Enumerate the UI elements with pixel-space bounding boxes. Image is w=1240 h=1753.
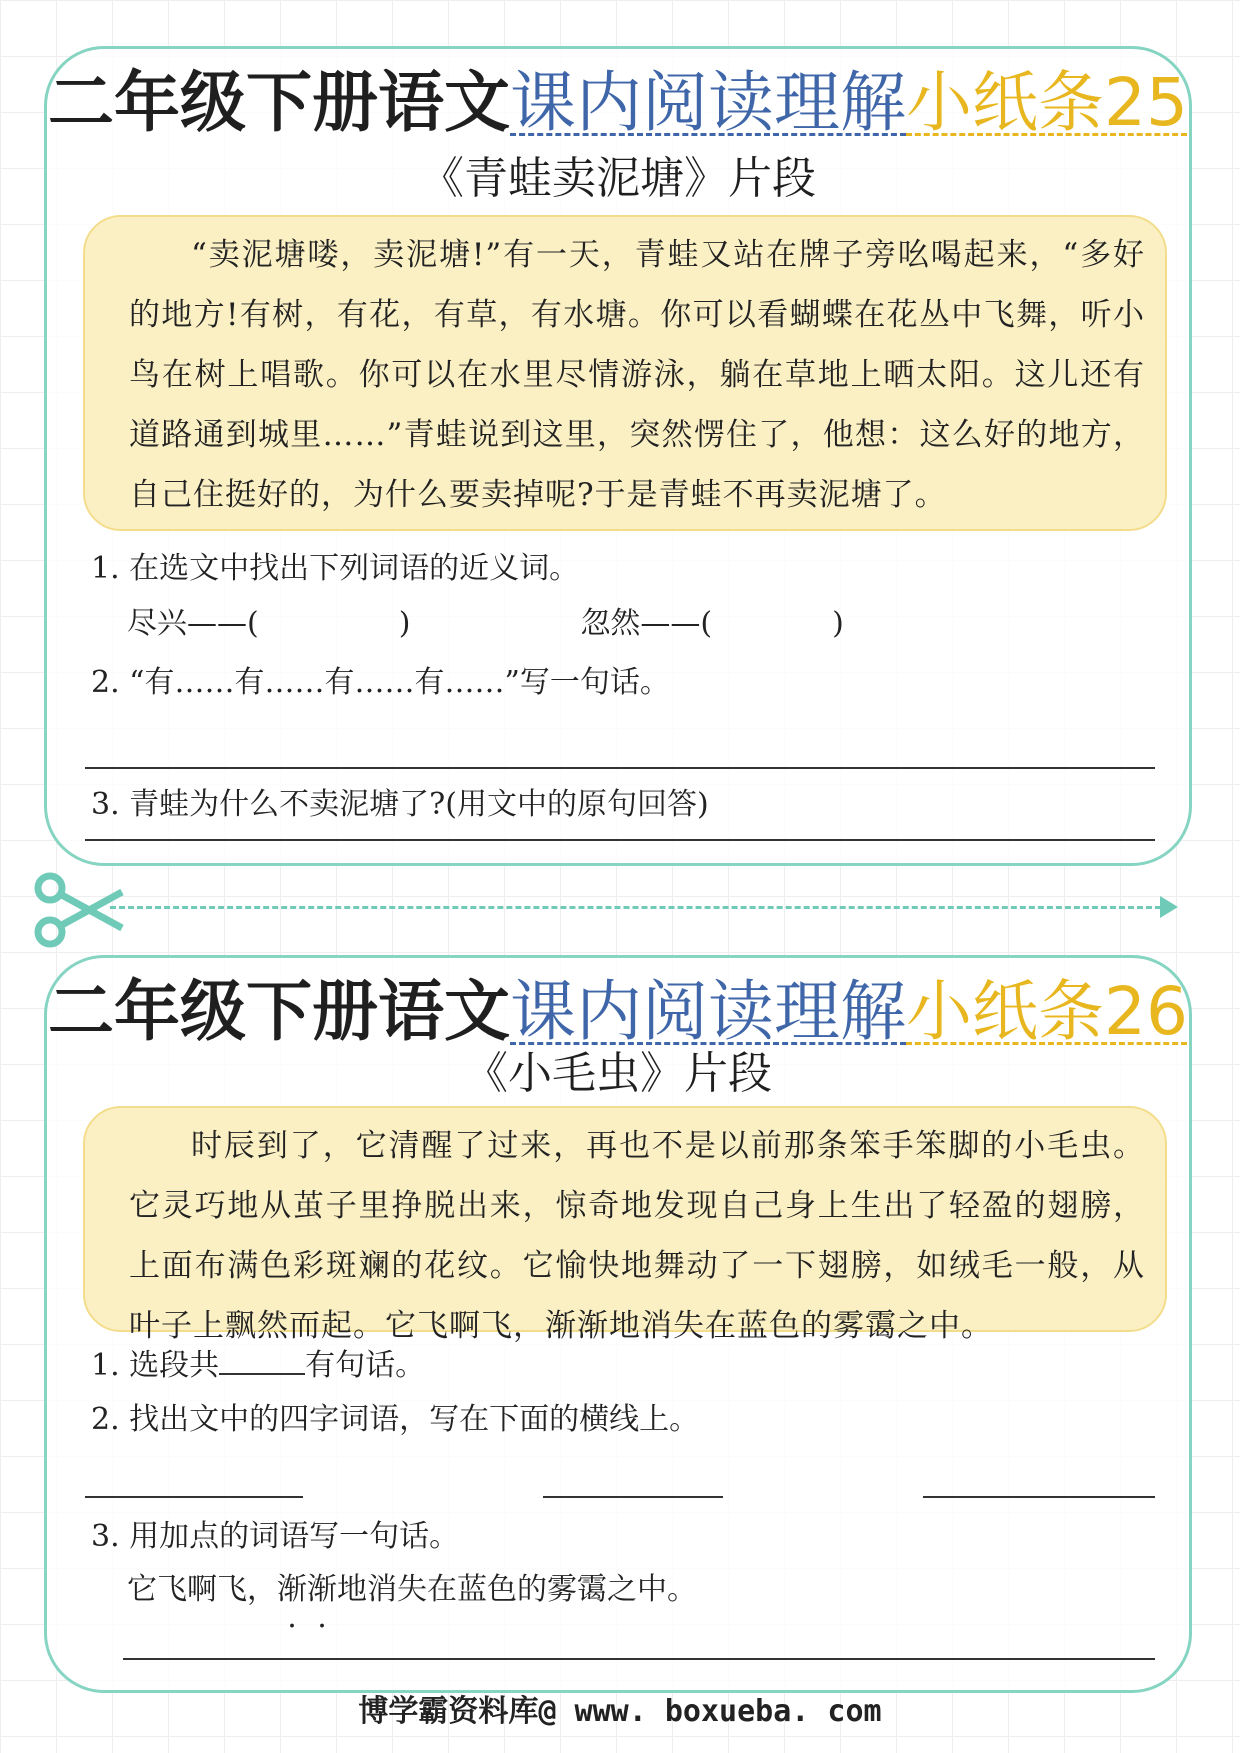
answer-line-2[interactable] xyxy=(85,767,1155,769)
sentence-count-blank[interactable] xyxy=(219,1343,305,1375)
example-pre: 它飞啊飞， xyxy=(127,1572,277,1607)
worksheet-card-25 xyxy=(44,46,1192,866)
title-grade: 二年级下册语文 xyxy=(48,973,510,1050)
answer-line-2c[interactable] xyxy=(923,1496,1155,1498)
dotted-char-2: 渐 xyxy=(307,1572,337,1607)
title-number: 小纸条26 xyxy=(906,973,1188,1050)
passage-title: 《青蛙卖泥塘》片段 xyxy=(420,153,816,204)
synonym-a-close: ) xyxy=(398,606,411,641)
scissors-icon xyxy=(30,870,126,950)
answer-line-3[interactable] xyxy=(85,839,1155,841)
synonym-row xyxy=(127,604,844,644)
answer-line-2b[interactable] xyxy=(543,1496,723,1498)
question-3: 3. 用加点的词语写一句话。 xyxy=(91,1519,460,1554)
question-3: 3. 青蛙为什么不卖泥塘了?(用文中的原句回答) xyxy=(91,787,709,822)
cut-line xyxy=(110,906,1170,909)
question-2: 2. “有……有……有……有……”写一句话。 xyxy=(91,665,670,700)
passage-text: 时辰到了，它清醒了过来，再也不是以前那条笨手笨脚的小毛虫。它灵巧地从茧子里挣脱出来，惊奇地发现自己身上生出了轻盈的翅膀，上面布满色彩斑斓的花纹。它愉快地舞动了一下翅膀，如绒毛一般，从叶子上飘然而起。它飞啊飞，渐渐地消失在蓝色的雾霭之中。 xyxy=(129,1128,1145,1344)
arrow-right-icon xyxy=(1160,896,1178,918)
question-1 xyxy=(91,1343,425,1386)
question-1-post: 有句话。 xyxy=(305,1348,426,1383)
card-title xyxy=(47,966,1189,1058)
question-2: 2. 找出文中的四字词语，写在下面的横线上。 xyxy=(91,1402,700,1437)
question-1: 1. 在选文中找出下列词语的近义词。 xyxy=(91,551,580,586)
question-1-pre: 1. 选段共 xyxy=(91,1348,220,1383)
passage-text: “卖泥塘喽，卖泥塘!”有一天，青蛙又站在牌子旁吆喝起来，“多好的地方!有树，有花，有草，有水塘。你可以看蝴蝶在花丛中飞舞，听小鸟在树上唱歌。你可以在水里尽情游泳，躺在草地上晒太阳。这儿还有道路通到城里……”青蛙说到这里，突然愣住了，他想：这么好的地方，自己住挺好的，为什么要卖掉呢?于是青蛙不再卖泥塘了。 xyxy=(129,237,1145,513)
footer-watermark: 博学霸资料库@ www. boxueba. com xyxy=(358,1694,882,1729)
worksheet-card-26 xyxy=(44,955,1192,1693)
title-topic: 课内阅读理解 xyxy=(510,64,906,141)
passage-box xyxy=(83,215,1167,531)
synonym-a-label: 尽兴——( xyxy=(127,606,259,641)
answer-line-3[interactable] xyxy=(123,1658,1155,1660)
passage-box xyxy=(83,1106,1167,1344)
example-post: 地消失在蓝色的雾霭之中。 xyxy=(337,1572,697,1607)
answer-line-2a[interactable] xyxy=(85,1496,303,1498)
title-topic: 课内阅读理解 xyxy=(510,973,906,1050)
title-grade: 二年级下册语文 xyxy=(48,64,510,141)
synonym-b-label: 忽然——( xyxy=(580,606,713,641)
dotted-char-1: 渐 xyxy=(277,1572,307,1607)
synonym-b-close: ) xyxy=(832,606,844,641)
example-sentence xyxy=(127,1570,697,1610)
title-number: 小纸条25 xyxy=(906,64,1188,141)
card-title xyxy=(47,57,1189,149)
passage-title: 《小毛虫》片段 xyxy=(464,1048,772,1099)
